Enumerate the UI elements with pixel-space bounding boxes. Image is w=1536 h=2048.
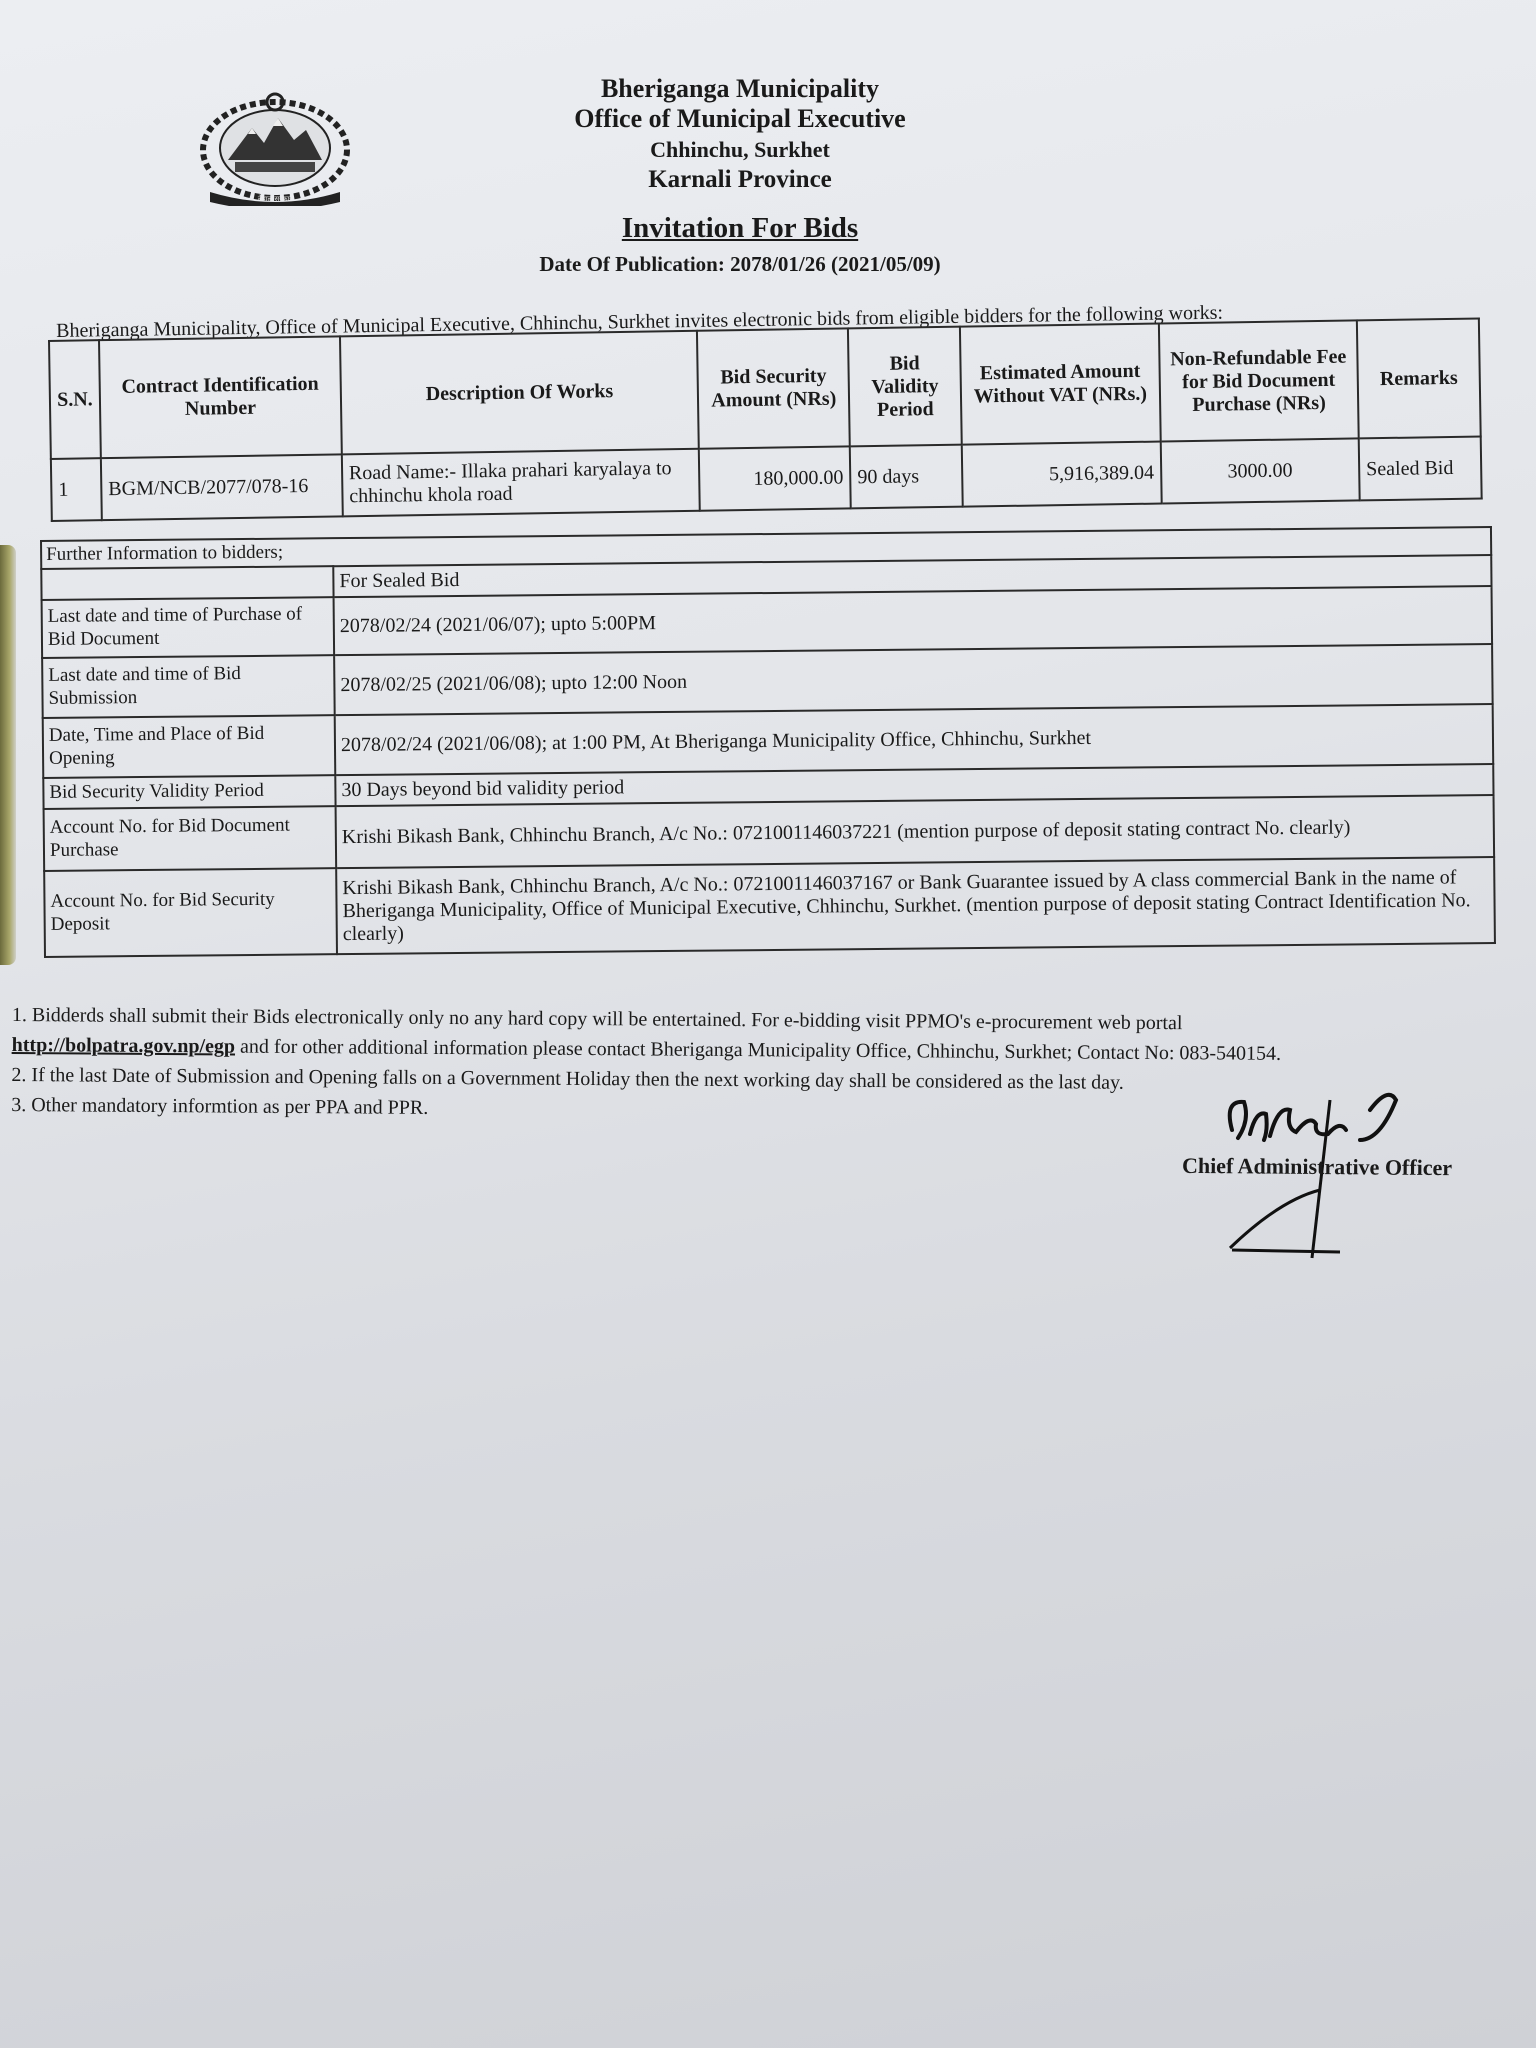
info-label: Last date and time of Bid Submission — [42, 655, 335, 718]
col-header-estimated: Estimated Amount Without VAT (NRs.) — [960, 324, 1160, 445]
svg-text:नेपाल सरकार: नेपाल सरकार — [257, 195, 293, 203]
org-name: Bheriganga Municipality — [600, 74, 880, 103]
info-value: Krishi Bikash Bank, Chhinchu Branch, A/c No.: 0721001146037221 (mention purpose of deposit stating contract No. clearly) — [336, 795, 1495, 868]
egp-portal-link[interactable]: http://bolpatra.gov.np/egp — [11, 1033, 236, 1058]
info-value: 2078/02/24 (2021/06/07); upto 5:00PM — [334, 586, 1493, 655]
info-label-empty — [41, 566, 333, 600]
intro-text: Bheriganga Municipality, Office of Municipal Executive, Chhinchu, Surkhet invites electronic bids from eligible bidders for the following works: — [56, 301, 1224, 342]
info-label: Bid Security Validity Period — [43, 775, 335, 809]
col-header-description: Description Of Works — [340, 331, 699, 455]
note-1-contact: and for other additional information please contact Bheriganga Municipality Office, Chhinchu, Surkhet; Contact No: 083-540154. — [234, 1035, 1282, 1065]
cell-contract-id: BGM/NCB/2077/078-16 — [101, 454, 343, 520]
document-title: Invitation For Bids — [621, 212, 859, 244]
signatory-title: Chief Administrative Officer — [1181, 1152, 1453, 1181]
col-header-remarks: Remarks — [1357, 319, 1481, 439]
note-1-text: 1. Bidderds shall submit their Bids electronically only no any hard copy will be entertained. For e-bidding visit PPMO's e-procurement web portal — [11, 1003, 1183, 1035]
cell-validity: 90 days — [850, 445, 963, 509]
col-header-bid-security: Bid Security Amount (NRs) — [697, 328, 850, 448]
office-name: Office of Municipal Executive — [574, 104, 906, 133]
col-header-validity: Bid Validity Period — [848, 327, 962, 447]
works-table — [48, 318, 1483, 522]
table-row — [44, 857, 1495, 957]
note-3: 3. Other mandatory informtion as per PPA and PPR. — [11, 1093, 429, 1119]
note-2: 2. If the last Date of Submission and Opening falls on a Government Holiday then the next working day shall be considered as the last day. — [11, 1063, 1124, 1094]
info-caption: Further Information to bidders; — [41, 527, 1491, 569]
col-header-fee: Non-Refundable Fee for Bid Document Purchase (NRs) — [1159, 320, 1359, 441]
cell-sn: 1 — [51, 458, 102, 521]
info-value: 30 Days beyond bid validity period — [335, 764, 1493, 806]
col-header-contract-id: Contract Identification Number — [99, 336, 342, 458]
cell-fee: 3000.00 — [1160, 438, 1359, 503]
province: Karnali Province — [648, 166, 832, 193]
cell-estimated: 5,916,389.04 — [962, 442, 1162, 507]
further-info-table — [40, 526, 1496, 958]
cell-remarks: Sealed Bid — [1359, 437, 1482, 501]
info-label: Last date and time of Purchase of Bid Document — [42, 597, 335, 658]
info-column-header: For Sealed Bid — [333, 555, 1491, 597]
info-label: Date, Time and Place of Bid Opening — [43, 715, 336, 778]
info-value: 2078/02/24 (2021/06/08); at 1:00 PM, At Bheriganga Municipality Office, Chhinchu, Surkhet — [335, 704, 1494, 775]
info-label: Account No. for Bid Document Purchase — [44, 806, 337, 871]
col-header-sn: S.N. — [49, 340, 101, 459]
folder-edge — [0, 545, 16, 965]
info-label: Account No. for Bid Security Deposit — [44, 868, 337, 957]
info-value: Krishi Bikash Bank, Chhinchu Branch, A/c No.: 0721001146037167 or Bank Guarantee issued by A class commercial Bank in the name of Bheriganga Municipality, Office of Municipal Executive, Chhinchu, Surkhet. (mention purpose of deposit stating Contract Identification No. clearly) — [336, 857, 1495, 954]
publication-date: Date Of Publication: 2078/01/26 (2021/05/09) — [539, 252, 941, 276]
location: Chhinchu, Surkhet — [650, 137, 830, 162]
works-table-header-row — [49, 319, 1481, 459]
info-value: 2078/02/25 (2021/06/08); upto 12:00 Noon — [334, 644, 1493, 715]
cell-bid-security: 180,000.00 — [699, 446, 851, 510]
note-1 — [12, 1000, 1472, 1070]
cell-description: Road Name:- Illaka prahari karyalaya to chhinchu khola road — [342, 449, 700, 517]
